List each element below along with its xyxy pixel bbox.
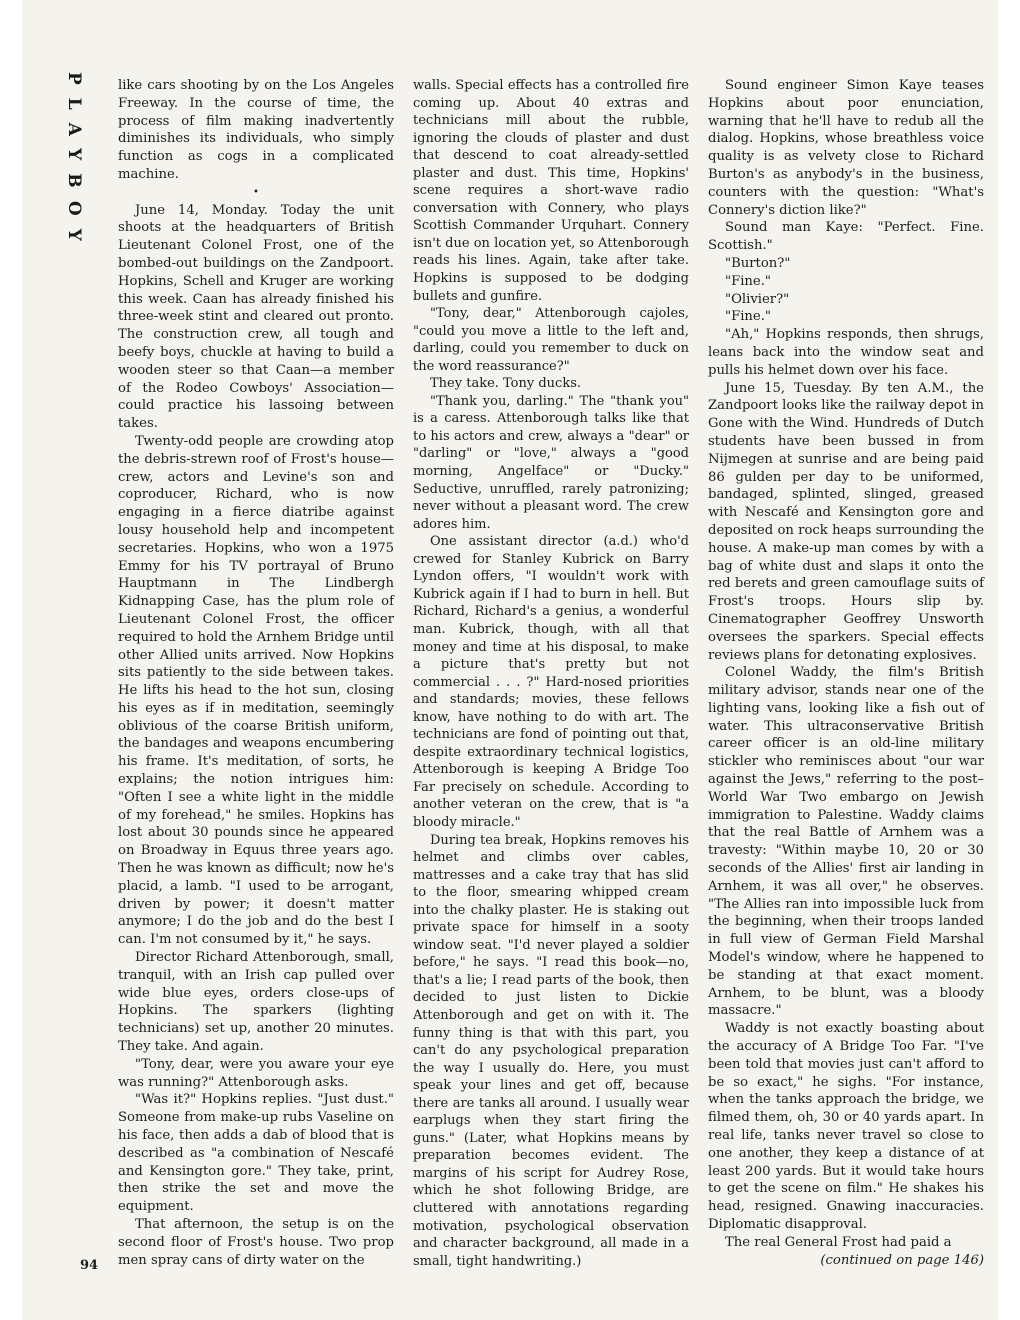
paragraph: Sound engineer Simon Kaye teases Hopkins about poor enunciation, warning that he'll have to redub all the dialog. Hopkins, whose breathless voice quality is as velvety close to Richard Burton's as anybody's in the business, counters with the question: "What's Connery's diction like?" xyxy=(708,78,984,218)
article-column-1 xyxy=(118,77,394,1269)
paragraph: "Tony, dear," Attenborough cajoles, "could you move a little to the left and, darling, could you remember to duck on the word reassurance?" xyxy=(413,306,689,374)
paragraph: "Thank you, darling." The "thank you" is a caress. Attenborough talks like that to his actors and crew, always a "dear" or "darling" or "love," always a "good morning, Angelface" or "Ducky." Seductive, unruffled, rarely patronizing; never without a pleasant word. The crew adores him. xyxy=(413,393,689,532)
paragraph: walls. Special effects has a controlled fire coming up. About 40 extras and technicians mill about the rubble, ignoring the clouds of plaster and dust that descend to coat already-settled plaster and dust. This time, Hopkins' scene requires a short-wave radio conversation with Connery, who plays Scottish Commander Urquhart. Connery isn't due on location yet, so Attenborough reads his lines. Again, take after take. Hopkins is supposed to be dodging bullets and gunfire. xyxy=(413,78,689,304)
paragraph: June 15, Tuesday. By ten A.M., the Zandpoort looks like the railway depot in Gone with the Wind. Hundreds of Dutch students have been bussed in from Nijmegen at sunrise and are being paid 86 gulden per day to be uniformed, bandaged, splinted, slinged, greased with Nescafé and Kensington gore and deposited on rock heaps surrounding the house. A make-up man comes by with a bag of white dust and slaps it onto the red berets and green camouflage suits of Frost's troops. Hours slip by. Cinematographer Geoffrey Unsworth oversees the sparkers. Special effects reviews plans for detonating explosives. xyxy=(708,380,984,663)
paragraph: Twenty-odd people are crowding atop the debris-strewn roof of Frost's house—crew, actors and Levine's son and coproducer, Richard, who is now engaging in a fierce diatribe against lousy household help and incompetent secretaries. Hopkins, who won a 1975 Emmy for his TV portrayal of Bruno Hauptmann in The Lindbergh Kidnapping Case, has the plum role of Lieutenant Colonel Frost, the officer required to hold the Arnhem Bridge until other Allied units arrived. Now Hopkins sits patiently to the side between takes. He lifts his head to the hot sun, closing his eyes as if in meditation, seemingly oblivious of the coarse British uniform, the bandages and weapons encumbering his frame. It's meditation, of sorts, he explains; the notion intrigues him: "Often I see a white light in the middle of my forehead," he smiles. Hopkins has lost about 30 pounds since he appeared on Broadway in Equus three years ago. Then he was known as difficult; now he's placid, a lamb. "I used to be arrogant, driven by power; it doesn't matter anymore; I do the job and do the best I can. I'm not consumed by it," he says. xyxy=(118,433,394,948)
paragraph: "Was it?" Hopkins replies. "Just dust." Someone from make-up rubs Vaseline on his face, then adds a dab of blood that is described as "a combination of Nescafé and Kensington gore." They take, print, then strike the set and move the equipment. xyxy=(118,1092,394,1215)
masthead-playboy xyxy=(60,72,90,252)
continued-note: (continued on page 146) xyxy=(820,1252,984,1268)
article-column-2 xyxy=(413,77,689,1270)
paragraph: That afternoon, the setup is on the second floor of Frost's house. Two prop men spray cans of dirty water on the xyxy=(118,1217,394,1268)
paragraph: During tea break, Hopkins removes his helmet and climbs over cables, mattresses and a cake tray that has slid to the floor, smearing whipped cream into the chalky plaster. He is staking out private space for himself in a sooty window seat. "I'd never played a soldier before," he says. "I read this book—no, that's a lie; I read parts of the book, then decided to just listen to Dickie Attenborough and get on with it. The funny thing is that with this part, you can't do any psychological preparation the way I usually do. Here, you must speak your lines and get off, because there are tanks all around. I usually wear earplugs when they start firing the guns." (Later, what Hopkins means by preparation becomes evident. The margins of his script for Audrey Rose, which he shot following Bridge, are cluttered with annotations regarding motivation, psychological observation and character background, all made in a small, tight handwriting.) xyxy=(413,832,689,1269)
paragraph: "Fine." xyxy=(725,273,771,289)
magazine-page xyxy=(22,0,998,1320)
paragraph: "Fine." xyxy=(725,309,771,325)
paragraph: "Burton?" xyxy=(725,255,791,271)
paragraph: They take. Tony ducks. xyxy=(430,376,582,392)
paragraph: "Ah," Hopkins responds, then shrugs, leans back into the window seat and pulls his helmet down over his face. xyxy=(708,327,984,378)
paragraph: Sound man Kaye: "Perfect. Fine. Scottish." xyxy=(708,220,984,254)
paragraph: "Tony, dear, were you aware your eye was running?" Attenborough asks. xyxy=(118,1056,394,1090)
section-divider: • xyxy=(253,186,259,198)
paragraph: Director Richard Attenborough, small, tranquil, with an Irish cap pulled over wide blue eyes, orders close-ups of Hopkins. The sparkers (lighting technicians) set up, another 20 minutes. They take. And again. xyxy=(118,950,394,1055)
paragraph: like cars shooting by on the Los Angeles Freeway. In the course of time, the process of film making inadvertently diminishes its individuals, who simply function as cogs in a complicated machine. xyxy=(118,78,394,182)
article-column-3 xyxy=(708,77,984,1269)
paragraph: Colonel Waddy, the film's British military advisor, stands near one of the lighting vans, looking like a fish out of water. This ultraconservative British career officer is an old-line military stickler who reminisces about "our war against the Jews," referring to the post–World War Two embargo on Jewish immigration to Palestine. Waddy claims that the real Battle of Arnhem was a travesty: "Within maybe 10, 20 or 30 seconds of the Allies' first air landing in Arnhem, it was all over," he observes. "The Allies ran into impossible luck from the beginning, when their troops landed in full view of German Field Marshal Model's window, where he happened to be standing at that exact moment. Arnhem, to be blunt, was a bloody massacre." xyxy=(708,665,984,1019)
page-number: 94 xyxy=(80,1258,99,1273)
paragraph: "Olivier?" xyxy=(725,291,790,307)
paragraph: The real General Frost had paid a xyxy=(725,1234,952,1250)
paragraph: Waddy is not exactly boasting about the accuracy of A Bridge Too Far. "I've been told that movies just can't afford to be so exact," he sighs. "For instance, when the tanks approach the bridge, we filmed them, oh, 30 or 40 yards apart. In real life, tanks never travel so close to one another, they keep a distance of at least 200 yards. But it would take hours to get the scene on film." He shakes his head, resigned. Gnawing inaccuracies. Diplomatic disapproval. xyxy=(708,1021,984,1232)
paragraph: June 14, Monday. Today the unit shoots at the headquarters of British Lieutenant Colonel Frost, one of the bombed-out buildings on the Zandpoort. Hopkins, Schell and Kruger are working this week. Caan has already finished his three-week stint and cleared out pronto. The construction crew, all tough and beefy boys, chuckle at having to build a wooden steer so that Caan—a member of the Rodeo Cowboys' Association—could practice his lassoing between takes. xyxy=(118,202,394,432)
paragraph: One assistant director (a.d.) who'd crewed for Stanley Kubrick on Barry Lyndon offers, "I wouldn't work with Kubrick again if I had to burn in hell. But Richard, Richard's a genius, a wonderful man. Kubrick, though, with all that money and time at his disposal, to make a picture that's pretty but not commercial . . . ?" Hard-nosed priorities and standards; movies, these fellows know, have nothing to do with art. The technicians are fond of pointing out that, despite extraordinary technical logistics, Attenborough is keeping A Bridge Too Far precisely on schedule. According to another veteran on the crew, that is "a bloody miracle." xyxy=(413,534,689,830)
masthead-label: PLAYBOY xyxy=(64,72,84,254)
